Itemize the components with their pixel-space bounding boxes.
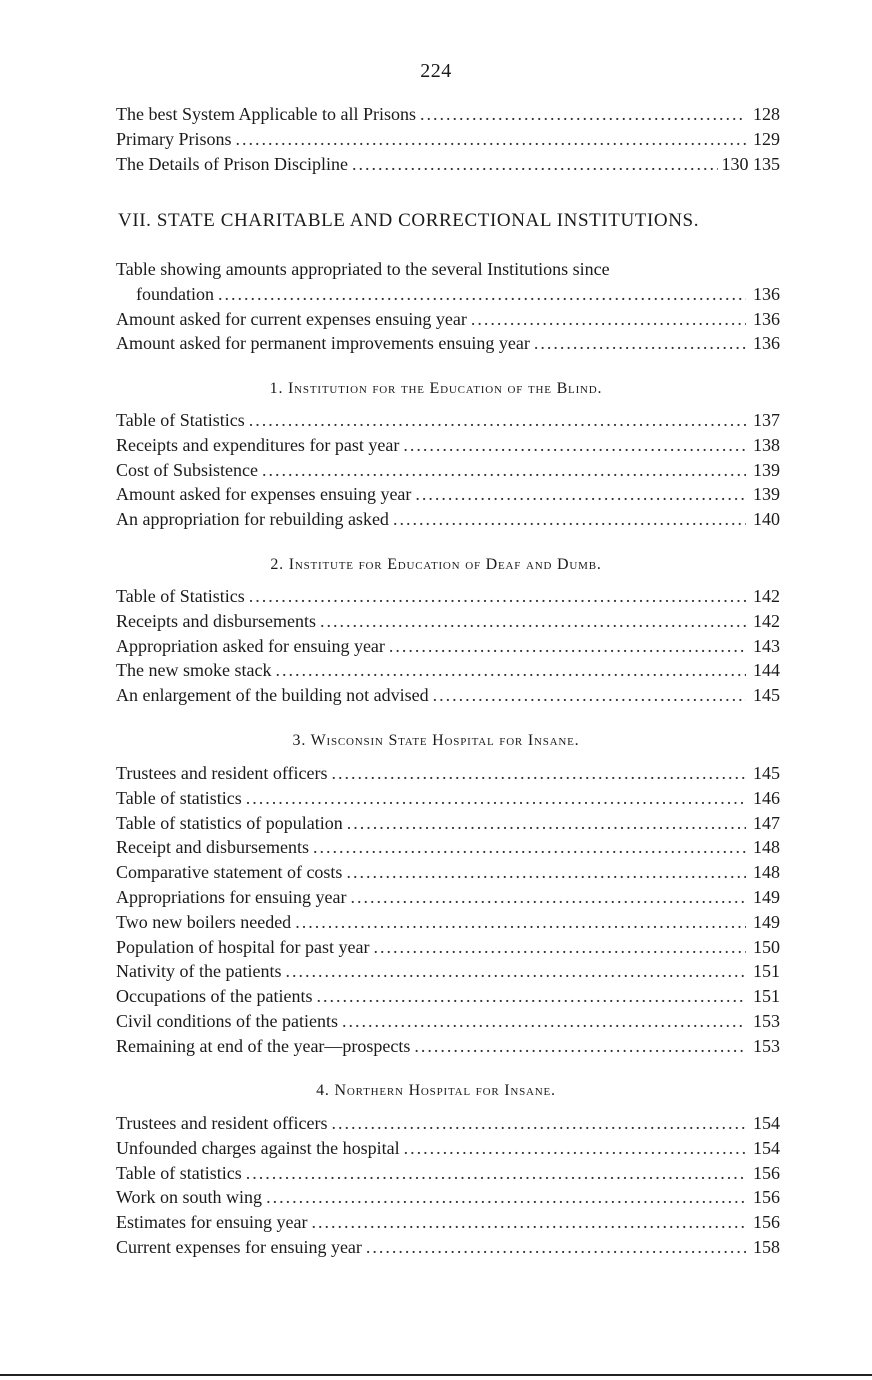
entry-title: Table of Statistics bbox=[116, 410, 245, 430]
list-item bbox=[116, 127, 780, 152]
list-item bbox=[116, 307, 780, 332]
entry-page: 130 135 bbox=[721, 153, 780, 174]
entry-page: 136 bbox=[753, 283, 780, 304]
list-item bbox=[116, 507, 780, 532]
entry-page: 148 bbox=[753, 837, 780, 858]
entry-page: 142 bbox=[753, 586, 780, 606]
entry-page: 140 bbox=[753, 509, 780, 530]
entry-title: Cost of Subsistence bbox=[116, 459, 258, 480]
entry-title: An appropriation for rebuilding asked bbox=[116, 509, 389, 530]
entry-title: Primary Prisons bbox=[116, 128, 232, 149]
list-item bbox=[116, 984, 780, 1009]
list-item bbox=[116, 482, 780, 507]
entry-page: 147 bbox=[753, 812, 780, 833]
list-item bbox=[116, 860, 780, 885]
entry-page: 154 bbox=[753, 1137, 780, 1158]
entry-title: Current expenses for ensuing year bbox=[116, 1236, 362, 1257]
list-item bbox=[116, 257, 780, 282]
entry-page: 137 bbox=[753, 410, 780, 430]
entry-title: Civil conditions of the patients bbox=[116, 1010, 338, 1031]
entry-page: 150 bbox=[753, 936, 780, 957]
entry-page: 149 bbox=[753, 911, 780, 932]
entry-page: 154 bbox=[753, 1113, 780, 1133]
entry-page: 129 bbox=[753, 128, 780, 149]
entry-page: 148 bbox=[753, 862, 780, 883]
entry-page: 139 bbox=[753, 484, 780, 505]
entry-title: Table of Statistics bbox=[116, 586, 245, 606]
entry-page: 136 bbox=[753, 308, 780, 329]
entry-page: 138 bbox=[753, 434, 780, 455]
entry-page: 149 bbox=[753, 886, 780, 907]
entry-title: Receipt and disbursements bbox=[116, 837, 309, 858]
entry-title: Appropriations for ensuing year bbox=[116, 886, 347, 907]
entry-title: Receipts and disbursements bbox=[116, 610, 316, 631]
list-item bbox=[116, 1161, 780, 1186]
list-item bbox=[116, 609, 780, 634]
entry-title: foundation bbox=[136, 283, 214, 304]
entry-page: 158 bbox=[753, 1236, 780, 1257]
list-item bbox=[116, 835, 780, 860]
entry-page: 142 bbox=[753, 610, 780, 631]
list-item bbox=[116, 433, 780, 458]
deaf-heading: 2. Institute for Education of Deaf and Dumb. bbox=[270, 556, 602, 573]
entry-title: Occupations of the patients bbox=[116, 986, 313, 1007]
deaf-list bbox=[116, 584, 780, 708]
entry-title: Work on south wing bbox=[116, 1187, 263, 1208]
list-item bbox=[116, 331, 780, 356]
list-item bbox=[116, 152, 780, 177]
entry-title: Nativity of the patients bbox=[116, 961, 282, 982]
list-item bbox=[116, 786, 780, 811]
blind-list bbox=[116, 408, 780, 532]
list-item bbox=[116, 102, 780, 127]
list-item bbox=[116, 634, 780, 659]
entry-page: 146 bbox=[753, 787, 780, 808]
entry-title: Table of statistics bbox=[116, 1162, 242, 1183]
list-item bbox=[116, 683, 780, 708]
list-item bbox=[116, 658, 780, 683]
entry-title: Amount asked for current expenses ensuing year bbox=[116, 308, 467, 329]
list-item bbox=[116, 1136, 780, 1161]
wisconsin-heading: 3. Wisconsin State Hospital for Insane. bbox=[292, 732, 580, 749]
entry-page: 153 bbox=[753, 1010, 780, 1031]
northern-heading: 4. Northern Hospital for Insane. bbox=[316, 1082, 556, 1099]
entry-page: 151 bbox=[753, 961, 780, 982]
entry-page: 156 bbox=[753, 1187, 780, 1208]
entry-title: The new smoke stack bbox=[116, 660, 272, 681]
entry-title: The Details of Prison Discipline bbox=[116, 153, 348, 174]
entry-page: 145 bbox=[753, 763, 780, 783]
entry-page: 143 bbox=[753, 635, 780, 656]
page-number: 224 bbox=[420, 60, 452, 82]
entry-page: 156 bbox=[753, 1212, 780, 1233]
prisons-list bbox=[116, 102, 780, 176]
entry-title: Estimates for ensuing year bbox=[116, 1212, 308, 1233]
entry-title: The best System Applicable to all Prisons bbox=[116, 104, 416, 124]
general-list bbox=[116, 257, 780, 356]
list-item bbox=[116, 1009, 780, 1034]
list-item bbox=[116, 408, 780, 433]
entry-title: Comparative statement of costs bbox=[116, 862, 343, 883]
entry-title: Table of statistics bbox=[116, 787, 242, 808]
list-item bbox=[116, 1111, 780, 1136]
entry-page: 145 bbox=[753, 685, 780, 706]
entry-title: Table of statistics of population bbox=[116, 812, 343, 833]
entry-page: 139 bbox=[753, 459, 780, 480]
entry-page: 151 bbox=[753, 986, 780, 1007]
list-item bbox=[116, 1185, 780, 1210]
list-item bbox=[116, 935, 780, 960]
entry-page: 144 bbox=[753, 660, 780, 681]
entry-title: Trustees and resident officers bbox=[116, 1113, 328, 1133]
blind-heading: 1. Institution for the Education of the Blind. bbox=[269, 380, 603, 397]
entry-title: An enlargement of the building not advised bbox=[116, 685, 429, 706]
section-heading: VII. STATE CHARITABLE AND CORRECTIONAL INSTITUTIONS. bbox=[118, 210, 700, 231]
entry-page: 128 bbox=[753, 104, 780, 124]
entry-title: Population of hospital for past year bbox=[116, 936, 370, 957]
list-item bbox=[116, 1210, 780, 1235]
entry-title: Amount asked for expenses ensuing year bbox=[116, 484, 412, 505]
list-item bbox=[116, 885, 780, 910]
entry-page: 153 bbox=[753, 1035, 780, 1056]
wisconsin-list bbox=[116, 761, 780, 1059]
entry-title: Amount asked for permanent improvements ensuing year bbox=[116, 333, 530, 354]
entry-title: Two new boilers needed bbox=[116, 911, 292, 932]
page-bottom-rule bbox=[0, 1374, 872, 1376]
list-item bbox=[116, 1235, 780, 1260]
list-item bbox=[116, 910, 780, 935]
entry-title: Appropriation asked for ensuing year bbox=[116, 635, 385, 656]
entry-page: 156 bbox=[753, 1162, 780, 1183]
entry-title: Remaining at end of the year—prospects bbox=[116, 1035, 411, 1056]
list-item bbox=[116, 282, 780, 307]
list-item bbox=[116, 584, 780, 609]
entry-title: Receipts and expenditures for past year bbox=[116, 434, 400, 455]
entry-title: Unfounded charges against the hospital bbox=[116, 1137, 400, 1158]
entry-title: Table showing amounts appropriated to the several Institutions since bbox=[116, 259, 610, 279]
list-item bbox=[116, 959, 780, 984]
list-item bbox=[116, 761, 780, 786]
list-item bbox=[116, 458, 780, 483]
list-item bbox=[116, 1034, 780, 1059]
entry-title: Trustees and resident officers bbox=[116, 763, 328, 783]
list-item bbox=[116, 811, 780, 836]
entry-page: 136 bbox=[753, 333, 780, 354]
northern-list bbox=[116, 1111, 780, 1260]
